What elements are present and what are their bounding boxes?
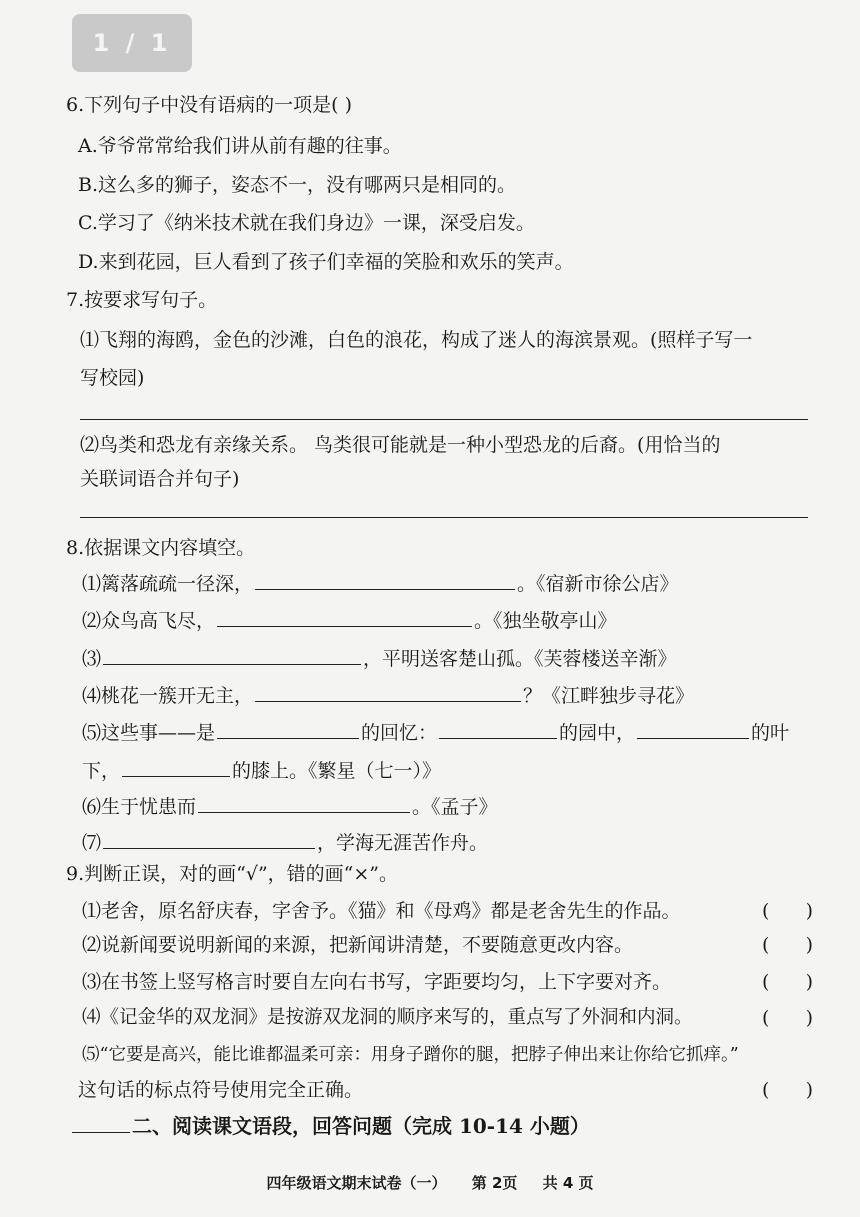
q8-item-5-line2: 下， 的膝上。《繁星（七一）》 [82,756,441,784]
q8-item-3: ⑶ ，平明送客楚山孤。《芙蓉楼送辛渐》 [82,644,677,672]
q9-answer-box-1[interactable]: ( ) [762,900,814,922]
q8-item-6: ⑹生于忧患而 。《孟子》 [82,792,498,820]
q7-sub2-line2: 关联词语合并句子) [80,468,240,490]
fill-blank[interactable] [637,718,749,739]
footer-page-number: 第 2页 [471,1174,518,1192]
q9-statement-1: ⑴老舍，原名舒庆春，字舍予。《猫》和《母鸡》都是老舍先生的作品。 [82,900,681,922]
q8-item-1: ⑴篱落疏疏一径深， 。《宿新市徐公店》 [82,569,679,597]
q9-statement-2: ⑵说新闻要说明新闻的来源，把新闻讲清楚，不要随意更改内容。 [82,934,634,956]
q7-sub2-line1: ⑵鸟类和恐龙有亲缘关系。 鸟类很可能就是一种小型恐龙的后裔。(用恰当的 [80,434,721,456]
q8-item-4: ⑷桃花一簇开无主， ？《江畔独步寻花》 [82,681,694,709]
q8-item-7: ⑺ ，学海无涯苦作舟。 [82,828,488,856]
q6-option-c: C.学习了《纳米技术就在我们身边》一课，深受启发。 [78,212,535,234]
q8-item-2: ⑵众鸟高飞尽， 。《独坐敬亭山》 [82,606,617,634]
q7-sub2-answer-line[interactable] [80,517,808,518]
fill-blank[interactable] [122,756,230,777]
q8-stem: 8.依据课文内容填空。 [66,537,256,559]
footer-total-pages: 共 4 页 [542,1174,594,1192]
fill-blank[interactable] [103,828,315,849]
q9-statement-3: ⑶在书签上竖写格言时要自左向右书写，字距要均匀，上下字要对齐。 [82,971,672,993]
fill-blank[interactable] [103,644,361,665]
q9-answer-box-4[interactable]: ( ) [762,1007,814,1029]
q6-option-a: A.爷爷常常给我们讲从前有趣的往事。 [78,135,402,157]
fill-blank[interactable] [217,718,359,739]
q9-answer-box-2[interactable]: ( ) [762,934,814,956]
footer-exam-title: 四年级语文期末试卷（一） [266,1174,447,1192]
page-indicator-badge[interactable]: 1 / 1 [72,14,192,72]
q9-answer-box-3[interactable]: ( ) [762,971,814,993]
fill-blank[interactable] [198,792,410,813]
page-footer [0,1172,860,1193]
score-blank[interactable] [72,1110,130,1133]
q9-statement-4: ⑷《记金华的双龙洞》是按游双龙洞的顺序来写的，重点写了外洞和内洞。 [82,1007,693,1028]
q6-option-d: D.来到花园，巨人看到了孩子们幸福的笑脸和欢乐的笑声。 [78,251,574,273]
q7-sub1-line1: ⑴飞翔的海鸥，金色的沙滩，白色的浪花，构成了迷人的海滨景观。(照样子写一 [80,329,753,351]
q6-stem: 6.下列句子中没有语病的一项是( ) [66,94,352,116]
fill-blank[interactable] [217,606,472,627]
q9-stem: 9.判断正误，对的画“√”，错的画“×”。 [66,863,399,885]
q6-option-b: B.这么多的狮子，姿态不一，没有哪两只是相同的。 [78,174,517,196]
q7-sub1-line2: 写校园) [80,367,145,389]
q9-answer-box-5[interactable]: ( ) [762,1079,814,1101]
section-2-heading: 二、阅读课文语段，回答问题（完成 10-14 小题） [70,1110,590,1140]
fill-blank[interactable] [255,569,515,590]
q8-item-5-line1: ⑸这些事——是 的回忆： 的园中， 的叶 [82,718,789,746]
q7-stem: 7.按要求写句子。 [66,289,218,311]
q7-sub1-answer-line[interactable] [80,419,808,420]
fill-blank[interactable] [255,681,521,702]
fill-blank[interactable] [439,718,557,739]
q9-statement-5-line1: ⑸“它要是高兴，能比谁都温柔可亲：用身子蹭你的腿，把脖子伸出来让你给它抓痒。” [82,1045,739,1065]
q9-statement-5-line2: 这句话的标点符号使用完全正确。 [78,1079,364,1101]
